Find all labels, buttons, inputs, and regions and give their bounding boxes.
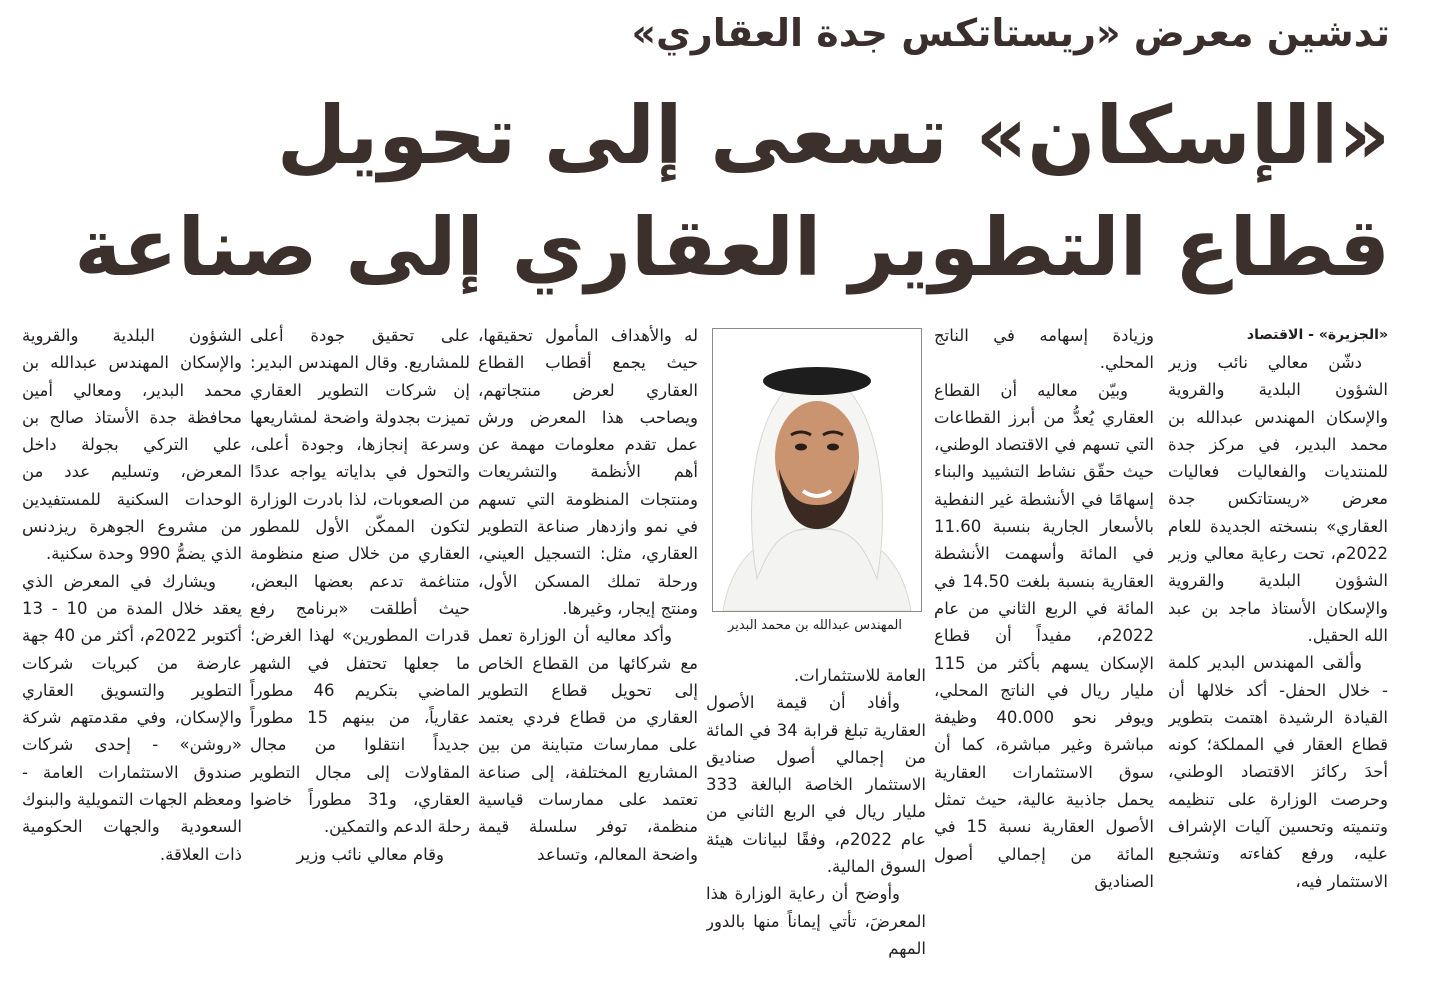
article-kicker: تدشين معرض «ريستاتكس جدة العقاري» xyxy=(631,11,1390,55)
article-column-2 xyxy=(934,322,1154,1002)
article-column-6 xyxy=(22,322,242,1002)
paragraph: دشّن معالي نائب وزير الشؤون البلدية والقروية والإسكان المهندس عبدالله بن محمد البدير، في مركز جدة للمنتديات والفعاليات فعاليات معرض «ريستاتكس جدة العقاري» بنسخته الجديدة للعام 2022م، تحت رعاية معالي وزير الشؤون البلدية والقروية والإسكان الأستاذ ماجد بن عبد الله الحقيل. xyxy=(1168,353,1388,645)
paragraph: على تحقيق جودة أعلى للمشاريع. وقال المهندس البدير: إن شركات التطوير العقاري تميزت بجدولة واضحة لمشاريعها وسرعة إنجازها، وجودة أعلى، والتحول في بداياته يواجه عددًا من الصعوبات، لذا بادرت الوزارة لتكون الممكّن الأول للمطور العقاري من خلال صنع منظومة متناغمة تدعم بعضها البعض، حيث أطلقت «برنامج رفع قدرات المطورين» لهذا الغرض؛ ما جعلها تحتفل في الشهر الماضي بتكريم 46 مطوراً عقارياً، من بينهم 15 مطوراً جديداً انتقلوا من مجال المقاولات إلى مجال التطوير العقاري، و31 مطوراً خاضوا رحلة الدعم والتمكين. xyxy=(250,326,470,837)
photo-caption: المهندس عبدالله بن محمد البدير xyxy=(728,618,902,633)
paragraph: وأفاد أن قيمة الأصول العقارية تبلغ قرابة 34 في المائة من إجمالي أصول صناديق الاستثمار الخاصة البالغة 333 مليار ريال في الربع الثاني من عام 2022م، وفقًا لبيانات هيئة السوق المالية. xyxy=(706,693,926,877)
paragraph: له والأهداف المأمول تحقيقها، حيث يجمع أقطاب القطاع العقاري لعرض منتجاتهم، ويصاحب هذا المعرض ورش عمل تقدم معلومات مهمة عن أهم الأنظمة والتشريعات ومنتجات المنظومة التي تسهم في نمو وازدهار صناعة التطوير العقاري، مثل: التسجيل العيني، ورحلة تملك المسكن الأول، ومنتج إيجار، وغيرها. xyxy=(478,326,698,618)
paragraph: وأكد معاليه أن الوزارة تعمل مع شركائها من القطاع الخاص إلى تحويل قطاع التطوير العقاري من قطاع فردي يعتمد على ممارسات متباينة من بين المشاريع المختلفة، إلى صناعة تعتمد على ممارسات قياسية منظمة، توفر سلسلة قيمة واضحة المعالم، وتساعد xyxy=(478,626,698,864)
paragraph: وألقى المهندس البدير كلمة - خلال الحفل- أكد خلالها أن القيادة الرشيدة اهتمت بتطوير قطاع العقار في المملكة؛ كونه أحدَ ركائز الاقتصاد الوطني، وحرصت الوزارة على تنظيمه وتنميته وتحسين آليات الإشراف عليه، ورفع كفاءته وتشجيع الاستثمار فيه، xyxy=(1168,653,1388,891)
article-column-1 xyxy=(1168,322,1388,1002)
paragraph: وزيادة إسهامه في الناتج المحلي. xyxy=(934,326,1154,373)
portrait-illustration xyxy=(713,329,921,611)
paragraph: ويشارك في المعرض الذي يعقد خلال المدة من 10 - 13 أكتوبر 2022م، أكثر من 40 جهة عارضة من كبريات شركات التطوير والتسويق العقاري والإسكان، وفي مقدمتهم شركة «روشن» - إحدى شركات صندوق الاستثمارات العامة - ومعظم الجهات التمويلية والبنوك السعودية والجهات الحكومية ذات العلاقة. xyxy=(22,571,242,864)
portrait-photo xyxy=(712,328,922,612)
paragraph: وأوضح أن رعاية الوزارة هذا المعرضَ، تأتي إيماناً منها بالدور المهم xyxy=(706,884,926,958)
paragraph: وبيّن معاليه أن القطاع العقاري يُعدُّ من أبرز القطاعات التي تسهم في الاقتصاد الوطني، حيث حقّق نشاط التشييد والبناء إسهامًا في الأنشطة غير النفطية بالأسعار الجارية بنسبة 11.60 في المائة وأسهمت الأنشطة العقارية بنسبة بلغت 14.50 في المائة في الربع الثاني من عام 2022م، مفيداً أن قطاع الإسكان يسهم بأكثر من 115 مليار ريال في الناتج المحلي، ويوفر نحو 40.000 وظيفة مباشرة وغير مباشرة، كما أن سوق الاستثمارات العقارية يحمل جاذبية عالية، حيث تمثل الأصول العقارية نسبة 15 في المائة من إجمالي أصول الصناديق xyxy=(934,380,1154,891)
paragraph: وقام معالي نائب وزير xyxy=(296,844,444,864)
article-byline: «الجزيرة» - الاقتصاد xyxy=(1246,327,1388,343)
article-headline: «الإسكان» تسعى إلى تحويل قطاع التطوير العقاري إلى صناعة xyxy=(74,89,1390,294)
paragraph: العامة للاستثمارات. xyxy=(793,666,926,685)
paragraph: الشؤون البلدية والقروية والإسكان المهندس عبدالله بن محمد البدير، ومعالي أمين محافظة جدة الأستاذ صالح بن علي التركي بجولة داخل المعرض، وتسليم عدد من الوحدات السكنية للمستفيدين من مشروع الجوهرة ريزدنس الذي يضمُّ 990 وحدة سكنية. xyxy=(22,326,242,564)
article-column-4 xyxy=(478,322,698,1002)
article-column-5 xyxy=(250,322,470,1002)
article-column-3 xyxy=(706,662,926,1002)
